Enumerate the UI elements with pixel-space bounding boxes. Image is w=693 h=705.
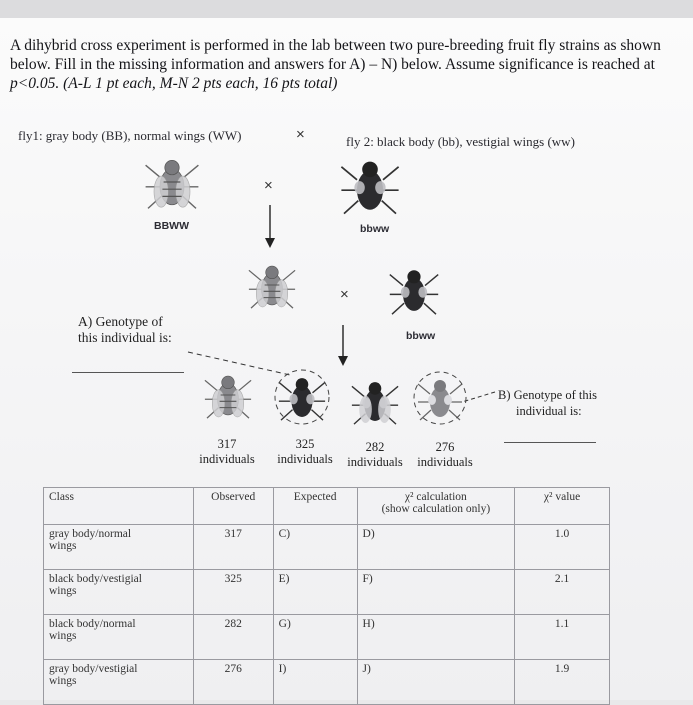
fly2-illustration (341, 162, 398, 214)
tester-fly-illustration (390, 270, 438, 314)
intro-line-2: below. Fill in the missing information and answers for A) – N) below. Assume significance is reached at (10, 56, 655, 73)
question-a (78, 314, 172, 346)
row-class: black body/normal wings (44, 615, 194, 660)
answer-b-field[interactable] (504, 442, 596, 443)
f1-fly-illustration (249, 266, 295, 308)
question-b-pointer (462, 392, 495, 402)
answer-d-field[interactable]: D) (357, 525, 515, 570)
answer-e-field[interactable]: E) (273, 570, 357, 615)
question-a-line-1: A) Genotype of (78, 314, 163, 329)
table-header-row (44, 488, 610, 525)
question-b-line-2: individual is: (516, 404, 582, 418)
parent-cross-mark: × (264, 177, 273, 194)
question-b (498, 387, 597, 419)
offspring-black-vestigial (279, 378, 325, 420)
question-b-line-1: B) Genotype of this (498, 388, 597, 402)
question-a-pointer (188, 352, 290, 375)
answer-h-field[interactable]: H) (357, 615, 515, 660)
answer-f-field[interactable]: F) (357, 570, 515, 615)
offspring-arrow (338, 325, 348, 366)
row-observed: 325 (193, 570, 273, 615)
question-a-line-2: this individual is: (78, 330, 172, 345)
table-row (44, 660, 610, 705)
offspring-gray-normal (205, 376, 251, 418)
row-observed: 282 (193, 615, 273, 660)
answer-j-field[interactable]: J) (357, 660, 515, 705)
offspring-count-3: 282 individuals (347, 440, 403, 469)
offspring-gray-vestigial (418, 380, 462, 420)
cross-diagram (0, 140, 693, 485)
fly2-description: fly 2: black body (bb), vestigial wings (ww) (346, 134, 575, 149)
row-observed: 317 (193, 525, 273, 570)
row-class: gray body/vestigial wings (44, 660, 194, 705)
row-chi-value: 1.0 (515, 525, 610, 570)
fly2-genotype: bbww (360, 223, 390, 235)
header-chi-value: χ² value (515, 488, 610, 525)
row-class: gray body/normal wings (44, 525, 194, 570)
table-row (44, 615, 610, 660)
row-chi-value: 1.9 (515, 660, 610, 705)
tester-genotype: bbww (406, 330, 436, 342)
offspring-count-2: 325 individuals (277, 437, 333, 466)
row-observed: 276 (193, 660, 273, 705)
answer-c-field[interactable]: C) (273, 525, 357, 570)
offspring-black-normal (352, 382, 398, 424)
chi-square-table (43, 487, 610, 705)
f1-arrow (265, 205, 275, 248)
top-strip (0, 0, 693, 18)
header-chi-calculation: χ² calculation (show calculation only) (357, 488, 515, 525)
testcross-symbol: × (340, 286, 349, 303)
answer-i-field[interactable]: I) (273, 660, 357, 705)
fly1-description: fly1: gray body (BB), normal wings (WW) (18, 128, 242, 143)
row-chi-value: 1.1 (515, 615, 610, 660)
problem-statement (10, 36, 685, 93)
offspring-count-1: 317 individuals (199, 437, 255, 466)
parent-cross-symbol: × (296, 126, 305, 143)
intro-line-3: p<0.05. (A-L 1 pt each, M-N 2 pts each, 16 pts total) (10, 75, 338, 92)
row-class: black body/vestigial wings (44, 570, 194, 615)
answer-a-field[interactable] (72, 372, 184, 373)
header-expected: Expected (273, 488, 357, 525)
answer-g-field[interactable]: G) (273, 615, 357, 660)
header-observed: Observed (193, 488, 273, 525)
table-row (44, 525, 610, 570)
intro-line-1: A dihybrid cross experiment is performed in the lab between two pure-breeding fruit fly strains as shown (10, 37, 661, 54)
table-row (44, 570, 610, 615)
fly1-genotype: BBWW (154, 220, 189, 232)
offspring-count-4: 276 individuals (417, 440, 473, 469)
header-class: Class (44, 488, 194, 525)
row-chi-value: 2.1 (515, 570, 610, 615)
fly1-illustration (146, 160, 199, 208)
